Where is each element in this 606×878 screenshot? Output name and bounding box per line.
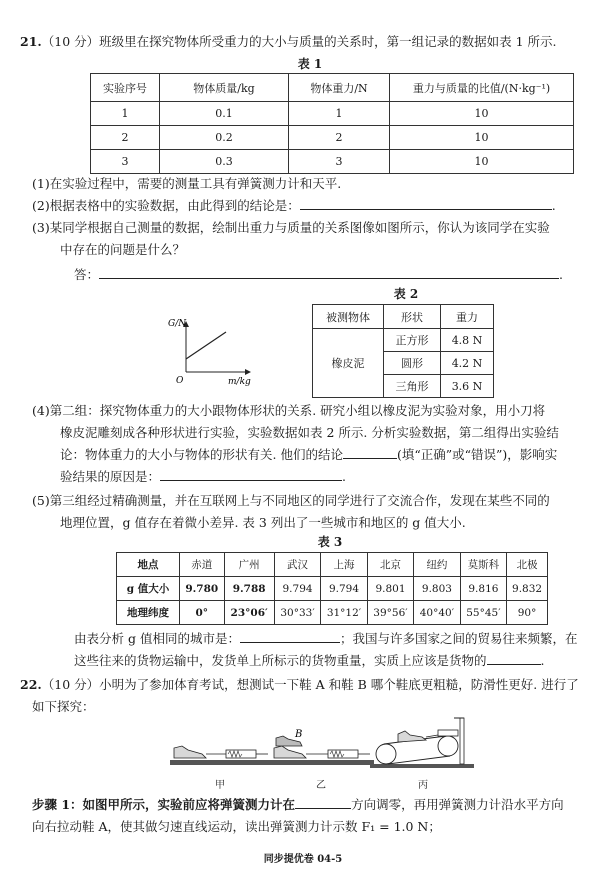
shoe-a-icon — [174, 746, 206, 758]
table2-cell: 三角形 — [384, 375, 441, 398]
table1-cell: 3 — [91, 150, 160, 174]
table3-cell: 9.803 — [414, 577, 460, 601]
q21-part2: (2)根据表格中的实验数据，由此得到的结论是： . — [32, 198, 556, 213]
table-row — [313, 329, 494, 352]
table1-header-cell: 物体质量/kg — [160, 74, 289, 102]
q21-part3-line1: (3)某同学根据自己测量的数据，绘制出重力与质量的关系图像如图所示，你认为该同学在实验 — [32, 220, 550, 235]
table1-cell: 10 — [390, 126, 574, 150]
table3-cell: 9.780 — [180, 577, 225, 601]
q21-number: 21. — [20, 34, 42, 49]
q21-part3-line2: 中存在的问题是什么？ — [60, 242, 186, 257]
table3-cell: 55°45′ — [460, 601, 506, 625]
q21-part6-line2 — [74, 652, 545, 670]
pulley-left-icon — [376, 744, 396, 764]
figure-yi-label: 乙 — [316, 780, 326, 791]
table3-cell: 9.801 — [367, 577, 413, 601]
table1-cell: 1 — [91, 102, 160, 126]
table1-header-cell: 实验序号 — [91, 74, 160, 102]
table3-cell: 武汉 — [274, 553, 320, 577]
table3-cell: 广州 — [224, 553, 274, 577]
q22-number: 22. — [20, 677, 42, 692]
q21-part4-line4-text: 验结果的原因是： — [60, 469, 161, 484]
table-row — [117, 553, 548, 577]
table2-header-cell: 重力 — [441, 305, 494, 329]
table2-title: 表 2 — [393, 287, 419, 301]
q21-part4-line3a: 论：物体重力的大小与物体的形状有关. 他们的结论 — [60, 447, 343, 462]
table1-cell: 0.3 — [160, 150, 289, 174]
table1-cell: 1 — [289, 102, 390, 126]
graph-data-line — [186, 332, 226, 359]
table-row — [117, 577, 548, 601]
table3-cell: 39°56′ — [367, 601, 413, 625]
table3-row-label: g 值大小 — [117, 577, 180, 601]
q22-step1-line2: 向右拉动鞋 A，使其做匀速直线运动，读出弹簧测力计示数 F₁ = 1.0 N； — [32, 819, 441, 834]
q22-stem-line2: 如下探究： — [32, 699, 95, 714]
answer-blank[interactable] — [343, 458, 397, 459]
table3-cell: 40°40′ — [414, 601, 460, 625]
answer-blank[interactable] — [99, 278, 559, 279]
table3-cell: 莫斯科 — [460, 553, 506, 577]
table2-header-cell: 形状 — [384, 305, 441, 329]
table2-cell: 圆形 — [384, 352, 441, 375]
table-surface — [170, 760, 274, 765]
q21-score: （10 分） — [41, 34, 100, 49]
shoe-a-icon — [274, 746, 306, 758]
table3 — [116, 552, 548, 625]
q21-part6-line2b: . — [540, 653, 545, 668]
table3-cell: 23°06′ — [224, 601, 274, 625]
table1-cell: 2 — [91, 126, 160, 150]
table2-cell: 正方形 — [384, 329, 441, 352]
table3-cell: 上海 — [321, 553, 367, 577]
q21-part5-line2: 地理位置，g 值存在着微小差异. 表 3 列出了一些城市和地区的 g 值大小. — [60, 515, 466, 530]
table1-header-cell: 重力与质量的比值/(N·kg⁻¹) — [390, 74, 574, 102]
q21-part5-line1: (5)第三组经过精确测量，并在互联网上与不同地区的同学进行了交流合作，发现在某些不同的 — [32, 493, 550, 508]
answer-blank[interactable] — [295, 808, 351, 809]
q21-part6-line1 — [74, 630, 577, 648]
q21-part4-line2: 橡皮泥雕刻成各种形状进行实验，实验数据如表 2 所示. 分析实验数据，第二组得出实验结 — [60, 425, 559, 440]
q22-step1-line1a: 步骤 1：如图甲所示，实验前应将弹簧测力计在 — [32, 797, 296, 812]
pulley-right-icon — [438, 736, 458, 756]
q22-step1-line1b: 方向调零，再用弹簧测力计沿水平方向 — [351, 797, 564, 812]
table2-cell: 4.8 N — [441, 329, 494, 352]
table2-cell: 4.2 N — [441, 352, 494, 375]
g-m-graph — [160, 312, 260, 392]
graph-origin-label: O — [176, 376, 184, 386]
q22-header — [20, 676, 579, 694]
table2-header-cell: 被测物体 — [313, 305, 384, 329]
q22-stem-line1: 小明为了参加体育考试，想测试一下鞋 A 和鞋 B 哪个鞋底更粗糙，防滑性更好. 进行了 — [99, 677, 579, 692]
shoe-b-label: B — [295, 729, 303, 740]
table1-cell: 10 — [390, 102, 574, 126]
q21-header — [20, 33, 557, 51]
table1-cell: 3 — [289, 150, 390, 174]
q21-part1: (1)在实验过程中，需要的测量工具有弹簧测力计和天平. — [32, 176, 342, 191]
table-row — [91, 150, 574, 174]
q21-part2-text: (2)根据表格中的实验数据，由此得到的结论是： — [32, 198, 300, 213]
table-row — [91, 126, 574, 150]
spring-scale-icon — [438, 730, 458, 736]
table-surface — [270, 760, 374, 765]
figure-yi — [268, 728, 378, 770]
table3-row-label: 地点 — [117, 553, 180, 577]
figure-jia — [168, 738, 276, 770]
table3-row-label: 地理纬度 — [117, 601, 180, 625]
q22-score: （10 分） — [41, 677, 100, 692]
table3-cell: 北极 — [507, 553, 548, 577]
table3-cell: 赤道 — [180, 553, 225, 577]
figure-bing — [368, 716, 480, 772]
stand-post — [460, 718, 464, 764]
q22-step1-line1 — [32, 796, 564, 814]
q21-part6-line1a: 由表分析 g 值相同的城市是： — [74, 631, 240, 646]
table1-title: 表 1 — [297, 57, 323, 71]
table3-cell: 北京 — [367, 553, 413, 577]
table2-cell: 3.6 N — [441, 375, 494, 398]
answer-label: 答： — [74, 267, 100, 282]
table3-cell: 9.794 — [321, 577, 367, 601]
figure-jia-label: 甲 — [215, 780, 225, 791]
table3-cell: 0° — [180, 601, 225, 625]
table3-cell: 31°12′ — [321, 601, 367, 625]
table1-cell: 0.1 — [160, 102, 289, 126]
q21-stem: 班级里在探究物体所受重力的大小与质量的关系时，第一组记录的数据如表 1 所示. — [99, 34, 557, 49]
q21-part4-line3 — [60, 446, 557, 464]
table3-cell: 9.832 — [507, 577, 548, 601]
table3-cell: 9.788 — [224, 577, 274, 601]
table3-cell: 9.794 — [274, 577, 320, 601]
q21-part6-line1b: ；我国与许多国家之间的贸易往来频繁，在 — [339, 631, 578, 646]
shoe-icon — [398, 731, 426, 742]
answer-blank[interactable] — [487, 664, 541, 665]
table3-title: 表 3 — [317, 535, 343, 549]
graph-y-label: G/N — [168, 319, 187, 329]
q21-part4-line3b: (填“正确”或“错误”)，影响实 — [396, 447, 558, 462]
table-row — [117, 601, 548, 625]
ground-surface — [370, 764, 474, 768]
answer-blank[interactable] — [160, 480, 342, 481]
q21-part4-line4: 验结果的原因是： . — [60, 469, 346, 484]
answer-blank[interactable] — [240, 642, 340, 643]
table1-cell: 0.2 — [160, 126, 289, 150]
q21-answer-row: 答： . — [74, 267, 563, 282]
graph-x-label: m/kg — [228, 377, 251, 387]
table3-cell: 纽约 — [414, 553, 460, 577]
table2-object-cell: 橡皮泥 — [313, 329, 384, 398]
table3-cell: 9.816 — [460, 577, 506, 601]
table1-cell: 10 — [390, 150, 574, 174]
table3-cell: 30°33′ — [274, 601, 320, 625]
page-footer: 同步提优卷 04-5 — [263, 854, 343, 865]
table1-header-cell: 物体重力/N — [289, 74, 390, 102]
spring-scale-icon — [328, 750, 358, 758]
answer-blank[interactable] — [300, 209, 552, 210]
q21-part4-line1: (4)第二组：探究物体重力的大小跟物体形状的关系. 研究小组以橡皮泥为实验对象，用小刀将 — [32, 403, 546, 418]
table2 — [312, 304, 494, 398]
table3-cell: 90° — [507, 601, 548, 625]
figure-bing-label: 丙 — [418, 780, 428, 791]
table1 — [90, 73, 574, 174]
spring-scale-icon — [226, 750, 256, 758]
table1-cell: 2 — [289, 126, 390, 150]
q21-part6-line2a: 这些往来的货物运输中，发货单上所标示的货物重量，实质上应该是货物的 — [74, 653, 487, 668]
table-row — [91, 102, 574, 126]
